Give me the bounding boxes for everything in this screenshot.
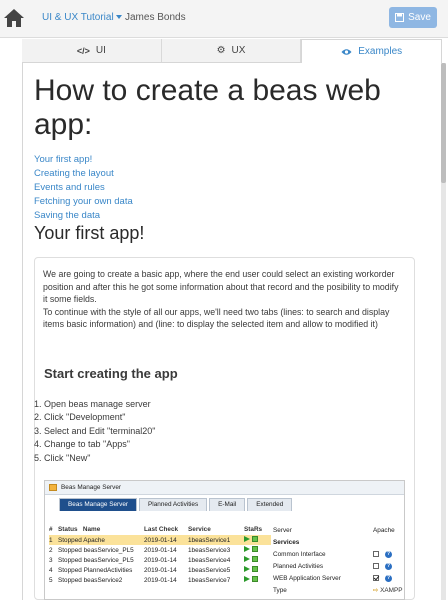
svc-header-server: Server [273, 526, 292, 534]
server-grid [49, 524, 271, 585]
svc-header [273, 524, 405, 536]
save-label: Save [408, 12, 431, 23]
tab-label: Examples [358, 46, 403, 57]
status-icon [252, 566, 258, 572]
tab-ux[interactable] [162, 39, 302, 62]
row-name: beasService2 [83, 576, 123, 584]
svc-section-label: Services [273, 538, 300, 546]
screenshot-tab: E-Mail [209, 498, 245, 511]
table-row [49, 565, 271, 575]
table-row [49, 545, 271, 555]
row-actions [244, 576, 268, 584]
row-service: 1beasService5 [188, 566, 231, 574]
help-icon: ? [386, 550, 391, 557]
tab-examples[interactable] [301, 39, 442, 64]
svc-row [273, 560, 405, 572]
toc-link-layout[interactable]: Creating the layout [34, 168, 114, 179]
row-number: 1 [49, 536, 53, 544]
tab-bar [22, 39, 442, 63]
status-icon [252, 536, 258, 542]
screenshot-tab: Extended [247, 498, 292, 511]
play-icon [244, 576, 250, 582]
save-icon [395, 13, 404, 22]
row-status-name [58, 547, 144, 554]
beas-manage-server-screenshot [44, 480, 405, 600]
window-icon [49, 484, 57, 491]
svc-type-row [273, 584, 405, 596]
play-icon [244, 556, 250, 562]
row-status: Stopped [58, 536, 82, 544]
row-last-check: 2019-01-14 [144, 546, 177, 554]
grid-header-cell: Service [188, 526, 211, 533]
svc-label: Common Interface [273, 550, 326, 558]
row-last-check: 2019-01-14 [144, 576, 177, 584]
row-actions [244, 566, 268, 574]
screenshot-tabs [45, 498, 404, 511]
scrollbar-thumb[interactable] [441, 63, 446, 183]
window-title: Beas Manage Server [61, 484, 122, 491]
row-last-check: 2019-01-14 [144, 566, 177, 574]
section-title: Your first app! [34, 223, 145, 243]
table-row [49, 575, 271, 585]
svc-row [273, 548, 405, 560]
svc-row [273, 572, 405, 584]
row-status-name [58, 537, 144, 544]
cogs-icon: ⚙ [216, 45, 226, 56]
play-icon [244, 546, 250, 552]
row-status-name [58, 577, 144, 584]
chevron-down-icon [116, 15, 122, 19]
grid-header-cell [58, 526, 144, 533]
row-actions [244, 556, 268, 564]
step-item: 3. Select and Edit "terminal20" [34, 425, 156, 436]
help-icon: ? [386, 562, 391, 569]
step-item: 1. Open beas manage server [34, 399, 151, 409]
steps-list [34, 398, 155, 465]
svc-section [273, 536, 405, 548]
toc-link-first-app[interactable]: Your first app! [34, 154, 93, 165]
row-status: Stopped [58, 556, 82, 564]
toc-link-events[interactable]: Events and rules [34, 182, 105, 193]
row-status: Stopped [58, 576, 82, 584]
screenshot-tab: Planned Activities [139, 498, 207, 511]
step-item: 5. Click "New" [34, 452, 91, 463]
intro-paragraph-2: To continue with the style of all our apps, we'll need two tabs (lines: to search and display items basic information) and (line: to display the selected item and allow to modified it) [43, 306, 390, 329]
svc-label: WEB Application Server [273, 574, 341, 582]
grid-header-cell: Last Check [144, 526, 179, 533]
home-icon[interactable] [3, 8, 25, 28]
screenshot-tab: Beas Manage Server [59, 498, 137, 511]
table-row [49, 555, 271, 565]
app-title: UI & UX Tutorial [42, 12, 114, 23]
row-service: 1beasService1 [188, 536, 231, 544]
row-status: Stopped [58, 546, 82, 554]
intro-text [43, 268, 403, 331]
row-name: PlannedActivities [83, 566, 133, 574]
page-title: How to create a beas web app: [34, 74, 381, 141]
status-icon [252, 546, 258, 552]
row-service: 1beasService4 [188, 556, 231, 564]
table-of-contents [34, 153, 133, 223]
intro-paragraph-1: We are going to create a basic app, where the end user could select an existing workorder position and after this he got some information about that record and the posibility to modify it some fields. [43, 269, 399, 304]
scrollbar[interactable] [441, 63, 446, 600]
row-status-name [58, 557, 144, 564]
help-icon: ? [386, 574, 391, 581]
svc-type-text: XAMPP [380, 587, 403, 594]
svc-checkbox [373, 575, 379, 581]
grid-header-cell: StaRs [244, 526, 263, 533]
row-last-check: 2019-01-14 [144, 536, 177, 544]
row-status-name [58, 567, 144, 574]
svc-header-apache: Apache [373, 526, 395, 534]
svc-checkbox [373, 551, 379, 557]
play-icon [244, 536, 250, 542]
save-button[interactable] [389, 7, 437, 28]
row-actions [244, 546, 268, 554]
subsection-title: Start creating the app [44, 366, 178, 381]
svc-type-label: Type [273, 586, 287, 594]
row-number: 4 [49, 566, 53, 574]
step-item: 4. Change to tab "Apps" [34, 439, 130, 450]
grid-header-cell: # [49, 526, 53, 533]
user-name: James Bonds [125, 12, 186, 23]
row-number: 2 [49, 546, 53, 554]
row-name: beasService_PL5 [83, 546, 134, 554]
svc-checkbox [373, 563, 379, 569]
tab-label: UI [95, 45, 106, 56]
row-name: beasService_PL5 [83, 556, 134, 564]
grid-header-name: Name [82, 526, 101, 533]
row-name: Apache [83, 536, 105, 544]
status-icon [252, 576, 258, 582]
top-bar [0, 0, 448, 38]
svc-type-value [373, 586, 403, 594]
screenshot-titlebar [45, 481, 404, 495]
step-item: 2. Click "Development" [34, 412, 126, 423]
row-service: 1beasService3 [188, 546, 231, 554]
app-selector[interactable] [42, 12, 122, 23]
toc-link-fetching[interactable]: Fetching your own data [34, 196, 133, 207]
svc-label: Planned Activities [273, 562, 324, 570]
row-last-check: 2019-01-14 [144, 556, 177, 564]
play-icon [244, 566, 250, 572]
row-actions [244, 536, 268, 544]
tab-ui[interactable] [22, 39, 162, 62]
row-number: 5 [49, 576, 53, 584]
table-row [49, 535, 271, 545]
grid-header [49, 524, 271, 535]
server-properties [273, 524, 405, 596]
tab-label: UX [231, 45, 246, 56]
arrow-icon: ⇨ [373, 587, 379, 594]
row-status: Stopped [58, 566, 82, 574]
eye-icon [341, 48, 352, 56]
row-service: 1beasService7 [188, 576, 231, 584]
row-number: 3 [49, 556, 53, 564]
code-icon: </> [76, 45, 90, 56]
status-icon [252, 556, 258, 562]
toc-link-saving[interactable]: Saving the data [34, 210, 101, 221]
grid-header-status: Status [58, 526, 78, 533]
